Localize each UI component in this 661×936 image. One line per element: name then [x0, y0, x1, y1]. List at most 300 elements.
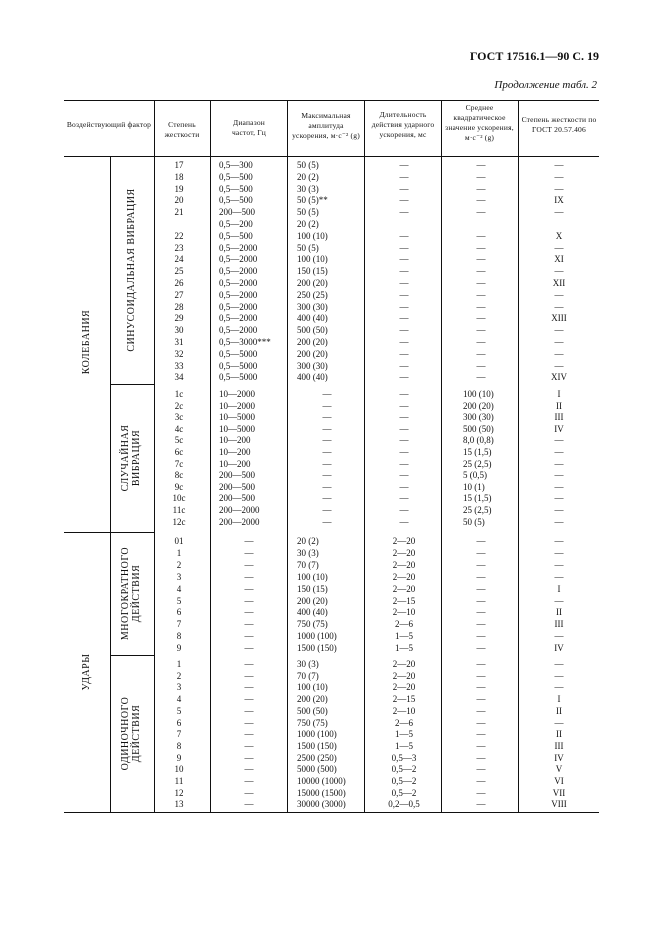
rms-cell: — — [476, 195, 486, 206]
degree-cell: 19 — [174, 183, 184, 194]
header-separator — [210, 100, 211, 156]
amplitude-cell: 500 (50) — [297, 325, 328, 336]
gost-degree-cell: — — [554, 516, 564, 527]
degree-cell: 12с — [172, 516, 186, 527]
group-label-oscillations: КОЛЕБАНИЯ — [81, 309, 92, 375]
table-row — [0, 206, 661, 218]
frequency-cell: — — [244, 764, 254, 775]
table-row — [0, 253, 661, 265]
frequency-cell: 200—500 — [219, 493, 255, 504]
duration-cell: — — [399, 230, 409, 241]
degree-cell: 21 — [174, 207, 184, 218]
table-row — [0, 606, 661, 618]
duration-cell: 1—5 — [395, 631, 413, 642]
gost-degree-cell: — — [554, 183, 564, 194]
amplitude-cell: 10000 (1000) — [297, 776, 346, 786]
gost-degree-cell: X — [555, 230, 563, 241]
table-row — [0, 312, 661, 324]
frequency-cell: — — [244, 729, 254, 740]
amplitude-cell: — — [322, 389, 332, 399]
degree-cell: 27 — [174, 289, 184, 300]
group-label-random-line1: СЛУЧАЙНАЯ — [120, 424, 131, 492]
gost-degree-cell: I — [557, 694, 561, 705]
frequency-cell: — — [244, 607, 254, 618]
gost-degree-cell: VIII — [551, 799, 567, 810]
gost-degree-cell: XIII — [551, 313, 567, 324]
duration-cell: 1—5 — [395, 643, 413, 654]
rms-cell: — — [476, 360, 486, 371]
gost-degree-cell: — — [554, 595, 564, 606]
table-row — [0, 618, 661, 630]
degree-cell: 3с — [174, 412, 184, 423]
frequency-cell: 0,5—5000 — [219, 372, 258, 383]
rms-cell: 25 (2,5) — [463, 458, 492, 469]
rms-cell: — — [476, 313, 486, 324]
amplitude-cell: — — [322, 505, 332, 515]
group-label-random-line2: ВИБРАЦИЯ — [131, 429, 142, 487]
amplitude-cell: 30 (3) — [297, 183, 319, 194]
amplitude-cell: 400 (40) — [297, 313, 328, 324]
table-row — [0, 728, 661, 740]
duration-cell: — — [399, 266, 409, 277]
degree-cell: 3 — [176, 682, 182, 693]
header-separator — [287, 100, 288, 156]
duration-cell: — — [399, 412, 409, 423]
amplitude-cell: 100 (10) — [297, 571, 328, 582]
table-row — [0, 159, 661, 171]
table-row — [0, 336, 661, 348]
amplitude-cell: — — [322, 470, 332, 481]
frequency-cell: 10—2000 — [219, 400, 255, 411]
gost-degree-cell: II — [556, 705, 562, 716]
amplitude-cell: 2500 (250) — [297, 752, 337, 763]
rms-cell: 50 (5) — [463, 516, 485, 527]
gost-degree-cell: II — [556, 607, 562, 618]
amplitude-cell: 100 (10) — [297, 254, 328, 265]
gost-degree-cell: — — [554, 670, 564, 681]
degree-cell: 1 — [176, 659, 182, 669]
rms-cell: — — [476, 607, 486, 618]
gost-degree-cell: VII — [552, 787, 566, 798]
table-row — [0, 763, 661, 775]
frequency-cell: 10—2000 — [219, 389, 255, 399]
rms-cell: — — [476, 242, 486, 253]
duration-cell: 2—20 — [392, 659, 416, 669]
amplitude-cell: 1000 (100) — [297, 631, 337, 642]
frequency-cell: — — [244, 659, 254, 669]
amplitude-cell: 200 (20) — [297, 694, 328, 705]
rms-cell: — — [476, 659, 486, 669]
frequency-cell: — — [244, 799, 254, 810]
degree-cell: 8 — [176, 631, 182, 642]
gost-degree-cell: — — [554, 682, 564, 693]
duration-cell: — — [399, 207, 409, 218]
amplitude-cell: 300 (30) — [297, 360, 328, 371]
gost-degree-cell: — — [554, 447, 564, 457]
amplitude-cell: 15000 (1500) — [297, 787, 346, 798]
amplitude-cell: 200 (20) — [297, 348, 328, 359]
frequency-cell: 0,5—2000 — [219, 313, 258, 324]
amplitude-cell: 750 (75) — [297, 717, 328, 728]
degree-cell: 17 — [174, 160, 184, 170]
rms-cell: — — [476, 325, 486, 336]
frequency-cell: 10—5000 — [219, 423, 255, 434]
amplitude-cell: 50 (5)** — [297, 195, 328, 206]
amplitude-cell: 30 (3) — [297, 547, 319, 558]
frequency-cell: — — [244, 682, 254, 693]
frequency-cell: 0,5—2000 — [219, 254, 258, 265]
frequency-cell: — — [244, 631, 254, 642]
rms-cell: 200 (20) — [463, 400, 494, 411]
table-row — [0, 277, 661, 289]
table-row — [0, 658, 661, 670]
header-range: Диапазон частот, Гц — [231, 118, 267, 137]
group-label-single-line2: ДЕЙСТВИЯ — [131, 704, 142, 763]
degree-cell: 10с — [172, 493, 186, 504]
duration-cell: 0,2—0,5 — [388, 799, 420, 810]
duration-cell: 0,5—2 — [391, 787, 417, 798]
degree-cell: 33 — [174, 360, 184, 371]
amplitude-cell: — — [322, 493, 332, 504]
gost-degree-cell: — — [554, 536, 564, 546]
gost-degree-cell: — — [554, 160, 564, 170]
rms-cell: 5 (0,5) — [463, 470, 487, 481]
degree-cell: 3 — [176, 571, 182, 582]
duration-cell: — — [399, 242, 409, 253]
frequency-cell: 0,5—500 — [219, 195, 253, 206]
duration-cell: 2—10 — [392, 705, 416, 716]
table-row — [0, 230, 661, 242]
duration-cell: — — [399, 389, 409, 399]
table-row — [0, 705, 661, 717]
duration-cell: — — [399, 360, 409, 371]
table-row — [0, 630, 661, 642]
amplitude-cell: 100 (10) — [297, 682, 328, 693]
frequency-cell: 200—500 — [219, 481, 255, 492]
table-row — [0, 194, 661, 206]
degree-cell: 32 — [174, 348, 184, 359]
table-row — [0, 289, 661, 301]
duration-cell: 2—6 — [395, 619, 413, 630]
duration-cell: — — [399, 372, 409, 383]
rms-cell: — — [476, 337, 486, 347]
degree-cell: 12 — [174, 787, 184, 798]
duration-cell: 1—5 — [395, 740, 413, 751]
amplitude-cell: — — [322, 458, 332, 469]
amplitude-cell: — — [322, 412, 332, 423]
degree-cell: 29 — [174, 313, 184, 324]
duration-cell: — — [399, 337, 409, 347]
table-row — [0, 798, 661, 810]
gost-degree-cell: — — [554, 470, 564, 481]
frequency-cell: — — [244, 619, 254, 630]
table-row — [0, 388, 661, 400]
degree-cell: 11с — [172, 505, 186, 515]
amplitude-cell: 500 (50) — [297, 705, 328, 716]
duration-cell: — — [399, 447, 409, 457]
rms-cell: — — [476, 254, 486, 265]
amplitude-cell: 5000 (500) — [297, 764, 337, 775]
rms-cell: — — [476, 278, 486, 288]
rms-cell: — — [476, 643, 486, 654]
degree-cell: 1с — [174, 389, 184, 399]
gost-degree-cell: — — [554, 547, 564, 558]
degree-cell: 4с — [174, 423, 184, 434]
rms-cell: — — [476, 670, 486, 681]
gost-degree-cell: — — [554, 289, 564, 300]
rms-cell: — — [476, 705, 486, 716]
header-amplitude: Максимальная амплитуда ускорения, м·с⁻² (g) — [292, 111, 360, 140]
frequency-cell: 0,5—2000 — [219, 289, 258, 300]
degree-cell: 9 — [176, 643, 182, 654]
header-rms: Среднее квадратическое значение ускорения, м·с⁻² (g) — [445, 103, 514, 142]
rms-cell: — — [476, 583, 486, 594]
degree-cell: 8 — [176, 740, 182, 751]
degree-cell: 5 — [176, 595, 182, 606]
gost-degree-cell: III — [554, 619, 564, 630]
degree-cell: 11 — [174, 776, 184, 786]
rms-cell: — — [476, 160, 486, 170]
table-row — [0, 740, 661, 752]
frequency-cell: 0,5—2000 — [219, 325, 258, 336]
frequency-cell: 0,5—500 — [219, 230, 253, 241]
duration-cell: 2—6 — [395, 717, 413, 728]
frequency-cell: 0,5—2000 — [219, 266, 258, 277]
rms-cell: — — [476, 372, 486, 383]
rms-cell: 300 (30) — [463, 412, 494, 423]
amplitude-cell: 20 (2) — [297, 536, 319, 546]
table-row — [0, 423, 661, 435]
rms-cell: — — [476, 348, 486, 359]
amplitude-cell: 200 (20) — [297, 278, 328, 288]
rms-cell: — — [476, 559, 486, 570]
duration-cell: 2—20 — [392, 670, 416, 681]
gost-degree-cell: — — [554, 266, 564, 277]
table-row — [0, 348, 661, 360]
table-row — [0, 411, 661, 423]
rms-cell: — — [476, 787, 486, 798]
amplitude-cell: 300 (30) — [297, 301, 328, 312]
frequency-cell: 0,5—3000*** — [219, 337, 271, 347]
amplitude-cell: 30000 (3000) — [297, 799, 346, 810]
degree-cell: 4 — [176, 583, 182, 594]
amplitude-cell: 30 (3) — [297, 659, 319, 669]
frequency-cell: 10—5000 — [219, 412, 255, 423]
rms-cell: — — [476, 682, 486, 693]
gost-degree-cell: XII — [552, 278, 566, 288]
duration-cell: — — [399, 435, 409, 446]
table-row — [0, 547, 661, 559]
rms-cell: — — [476, 266, 486, 277]
amplitude-cell: 1000 (100) — [297, 729, 337, 740]
duration-cell: — — [399, 348, 409, 359]
table-row — [0, 469, 661, 481]
duration-cell: 2—20 — [392, 536, 416, 546]
degree-cell: 18 — [174, 171, 184, 182]
gost-degree-cell: IV — [554, 423, 564, 434]
table-row — [0, 218, 661, 230]
degree-cell: 9с — [174, 481, 184, 492]
gost-degree-cell: XI — [554, 254, 564, 265]
table-row — [0, 787, 661, 799]
gost-degree-cell: — — [554, 242, 564, 253]
gost-degree-cell: VI — [554, 776, 564, 786]
table-row — [0, 171, 661, 183]
degree-cell: 5с — [174, 435, 184, 446]
frequency-cell: — — [244, 595, 254, 606]
table-bottom-rule — [64, 812, 599, 813]
rms-cell: — — [476, 289, 486, 300]
table-row — [0, 775, 661, 787]
rms-cell: — — [476, 536, 486, 546]
table-row — [0, 446, 661, 458]
duration-cell: 2—10 — [392, 607, 416, 618]
amplitude-cell: — — [322, 423, 332, 434]
gost-degree-cell: — — [554, 348, 564, 359]
degree-cell: 7 — [176, 619, 182, 630]
duration-cell: 0,5—3 — [391, 752, 417, 763]
frequency-cell: 0,5—5000 — [219, 348, 258, 359]
duration-cell: — — [399, 325, 409, 336]
duration-cell: — — [399, 278, 409, 288]
duration-cell: — — [399, 171, 409, 182]
amplitude-cell: — — [322, 481, 332, 492]
gost-degree-cell: — — [554, 458, 564, 469]
group-label-impacts: УДАРЫ — [81, 653, 92, 691]
degree-cell: 4 — [176, 694, 182, 705]
rms-cell: — — [476, 230, 486, 241]
rms-cell: — — [476, 207, 486, 218]
frequency-cell: 0,5—2000 — [219, 278, 258, 288]
degree-cell: 6 — [176, 717, 182, 728]
frequency-cell: — — [244, 547, 254, 558]
rms-cell: 10 (1) — [463, 481, 485, 492]
amplitude-cell: 20 (2) — [297, 219, 319, 229]
rms-cell: — — [476, 547, 486, 558]
degree-cell: 5 — [176, 705, 182, 716]
degree-cell: 2 — [176, 559, 182, 570]
table-row — [0, 642, 661, 654]
duration-cell: — — [399, 289, 409, 300]
gost-degree-cell: — — [554, 571, 564, 582]
degree-cell: 31 — [174, 337, 184, 347]
header-factor: Воздействующий фактор — [66, 120, 152, 129]
amplitude-cell: 70 (7) — [297, 559, 319, 570]
degree-cell: 22 — [174, 230, 184, 241]
amplitude-cell: 400 (40) — [297, 607, 328, 618]
rms-cell: — — [476, 740, 486, 751]
degree-cell: 20 — [174, 195, 184, 206]
degree-cell: 26 — [174, 278, 184, 288]
gost-degree-cell: IX — [554, 195, 564, 206]
table-row — [0, 504, 661, 516]
amplitude-cell: 20 (2) — [297, 171, 319, 182]
rms-cell: — — [476, 631, 486, 642]
amplitude-cell: 1500 (150) — [297, 643, 337, 654]
duration-cell: — — [399, 400, 409, 411]
degree-cell: 6с — [174, 447, 184, 457]
frequency-cell: — — [244, 694, 254, 705]
table-row — [0, 400, 661, 412]
frequency-cell: — — [244, 787, 254, 798]
table-row — [0, 434, 661, 446]
rms-cell: — — [476, 764, 486, 775]
rms-cell: 100 (10) — [463, 389, 494, 399]
gost-degree-cell: XIV — [551, 372, 567, 383]
degree-cell: 13 — [174, 799, 184, 810]
header-separator — [154, 100, 155, 156]
group-label-sinusoidal: СИНУСОИДАЛЬНАЯ ВИБРАЦИЯ — [126, 188, 137, 352]
frequency-cell: 0,5—2000 — [219, 242, 258, 253]
rms-cell: — — [476, 799, 486, 810]
gost-degree-cell: I — [557, 583, 561, 594]
amplitude-cell: 50 (5) — [297, 160, 319, 170]
table-row — [0, 360, 661, 372]
frequency-cell: — — [244, 717, 254, 728]
amplitude-cell: 200 (20) — [297, 337, 328, 347]
table-row — [0, 324, 661, 336]
duration-cell: — — [399, 458, 409, 469]
rms-cell: — — [476, 183, 486, 194]
degree-cell: 23 — [174, 242, 184, 253]
degree-cell: 30 — [174, 325, 184, 336]
frequency-cell: 200—500 — [219, 207, 255, 218]
rms-cell: — — [476, 729, 486, 740]
gost-degree-cell: — — [554, 171, 564, 182]
gost-degree-cell: — — [554, 493, 564, 504]
frequency-cell: 10—200 — [219, 458, 251, 469]
rms-cell: — — [476, 776, 486, 786]
group-label-multiple-line2: ДЕЙСТВИЯ — [131, 564, 142, 623]
frequency-cell: — — [244, 740, 254, 751]
frequency-cell: 200—500 — [219, 470, 255, 481]
frequency-cell: 10—200 — [219, 447, 251, 457]
table-row — [0, 681, 661, 693]
frequency-cell: 0,5—2000 — [219, 301, 258, 312]
gost-degree-cell: — — [554, 631, 564, 642]
rms-cell: — — [476, 595, 486, 606]
rms-cell: — — [476, 717, 486, 728]
gost-degree-cell: V — [555, 764, 563, 775]
amplitude-cell: 150 (15) — [297, 583, 328, 594]
table-row — [0, 752, 661, 764]
table-row — [0, 670, 661, 682]
table-row — [0, 535, 661, 547]
table-row — [0, 458, 661, 470]
amplitude-cell: 50 (5) — [297, 207, 319, 218]
frequency-cell: — — [244, 752, 254, 763]
table-row — [0, 693, 661, 705]
gost-degree-cell: II — [556, 729, 562, 740]
frequency-cell: 0,5—300 — [219, 160, 253, 170]
duration-cell: — — [399, 254, 409, 265]
rms-cell: — — [476, 171, 486, 182]
header-degree: Степень жесткости — [164, 120, 200, 139]
frequency-cell: — — [244, 571, 254, 582]
frequency-cell: — — [244, 559, 254, 570]
degree-cell: 1 — [176, 547, 182, 558]
degree-cell: 10 — [174, 764, 184, 775]
table-row — [0, 301, 661, 313]
duration-cell: 0,5—2 — [391, 764, 417, 775]
frequency-cell: 0,5—500 — [219, 171, 253, 182]
gost-degree-cell: IV — [554, 752, 564, 763]
table-row — [0, 183, 661, 195]
amplitude-cell: 400 (40) — [297, 372, 328, 383]
header-separator — [518, 100, 519, 156]
degree-cell: 25 — [174, 266, 184, 277]
header-duration: Длительность действия ударного ускорения, мс — [371, 110, 435, 139]
